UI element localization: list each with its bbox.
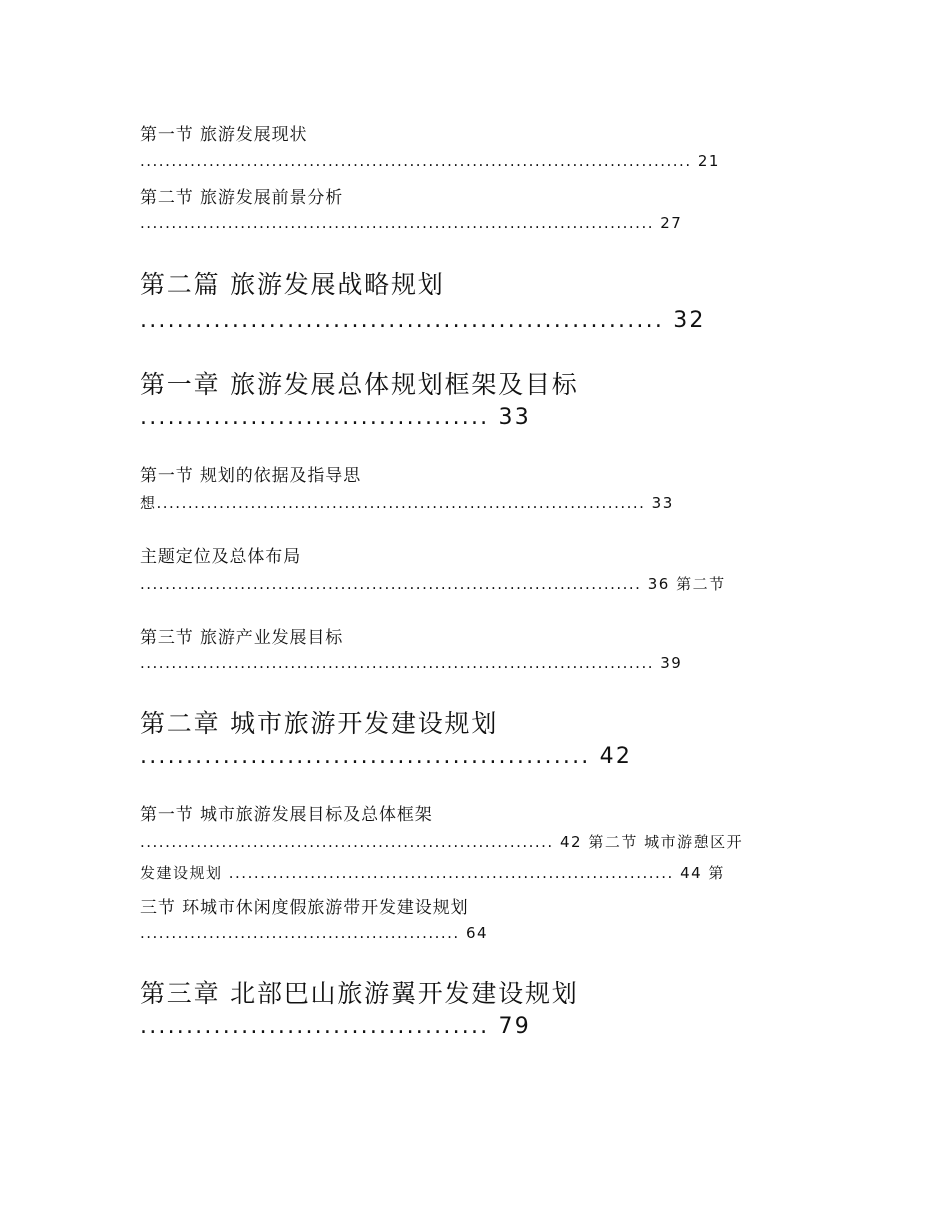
toc-section-leader: .................................................................................. 39 [140,654,683,672]
toc-part-leader: ......................................................... 32 [140,308,706,333]
toc-chapter-leader: ...................................... 33 [140,405,531,430]
toc-section-title: 第一节 城市旅游发展目标及总体框架 [140,805,433,825]
toc-section-title: 第一节 规划的依据及指导思 [140,466,362,486]
toc-section-title: 第三节 旅游产业发展目标 [140,628,344,648]
toc-chapter-leader: ...................................... 79 [140,1014,531,1039]
toc-section-leader: 想.............................................................................. 33 [140,494,674,512]
toc-section-leader: ................................................................................ 36 第二节 [140,575,726,593]
toc-section-leader: .................................................................................. 27 [140,214,683,232]
toc-chapter-title: 第一章 旅游发展总体规划框架及目标 [140,370,579,399]
toc-section-title: 第一节 旅游发展现状 [140,125,308,145]
toc-section-leader: ................................................... 64 [140,924,489,942]
toc-section-title: 三节 环城市休闲度假旅游带开发建设规划 [140,898,469,918]
toc-chapter-leader: ................................................. 42 [140,744,633,769]
toc-part-title: 第二篇 旅游发展战略规划 [140,270,445,299]
toc-chapter-title: 第三章 北部巴山旅游翼开发建设规划 [140,979,579,1008]
toc-section-title: 主题定位及总体布局 [140,547,302,567]
toc-section-leader: ........................................................................................ 21 [140,152,720,170]
toc-section-leader: .................................................................. 42 第二节 城市游憩区开 [140,833,744,851]
toc-chapter-title: 第二章 城市旅游开发建设规划 [140,709,499,738]
toc-section-leader: 发建设规划 ....................................................................... 44 第 [140,864,725,882]
toc-section-title: 第二节 旅游发展前景分析 [140,188,344,208]
